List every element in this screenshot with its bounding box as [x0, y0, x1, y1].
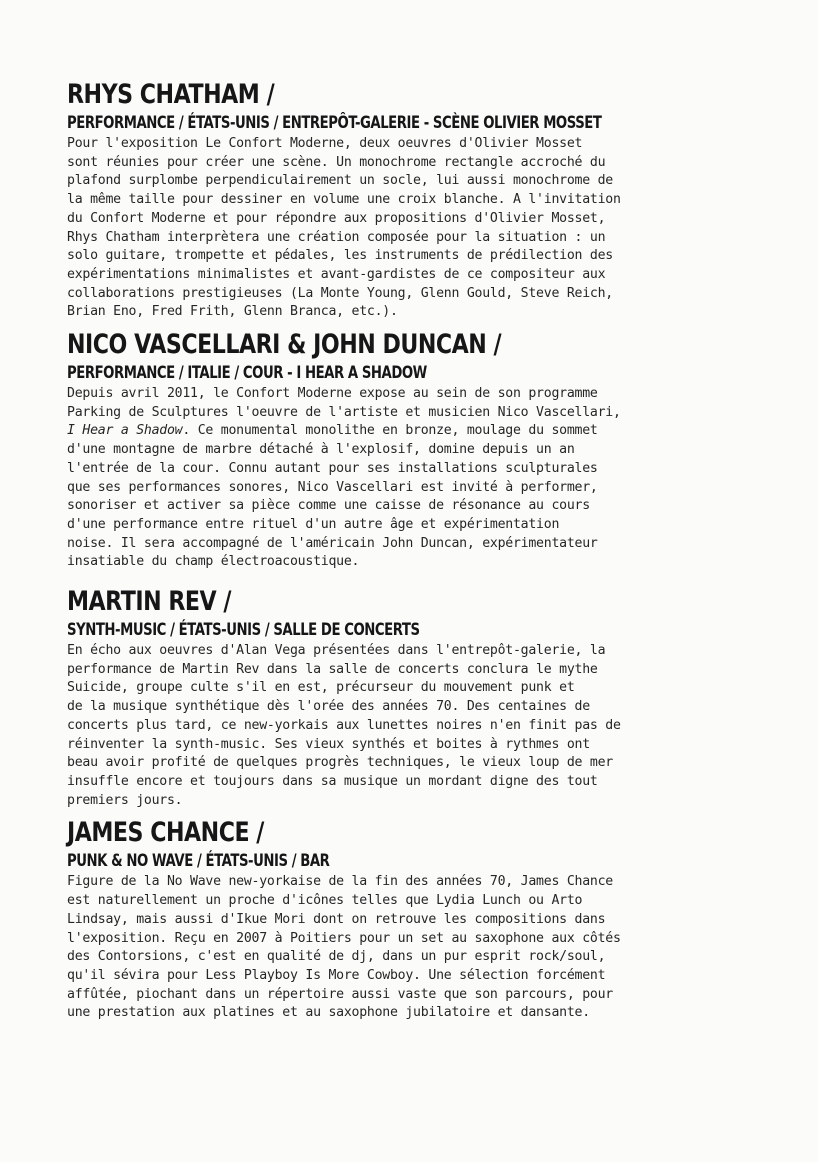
event-meta: PUNK & NO WAVE / ÉTATS-UNIS / BAR: [67, 851, 330, 872]
section-james-chance: [67, 816, 757, 1023]
text-line: Parking de Sculptures l'oeuvre de l'artiste et musicien Nico Vascellari,: [67, 404, 621, 420]
text-line: Depuis avril 2011, le Confort Moderne expose au sein de son programme: [67, 386, 598, 402]
artist-title: NICO VASCELLARI & JOHN DUNCAN /: [67, 329, 502, 361]
text-line: noise. Il sera accompagné de l'américain John Duncan, expérimentateur: [67, 535, 598, 551]
text-line: affûtée, piochant dans un répertoire aussi vaste que son parcours, pour: [67, 986, 613, 1002]
text-line: plafond surplombe perpendiculairement un socle, lui aussi monochrome de: [67, 173, 613, 189]
text-line: beau avoir profité de quelques progrès techniques, le vieux loup de mer: [67, 755, 613, 771]
text-line: est naturellement un proche d'icônes telles que Lydia Lunch ou Arto: [67, 893, 583, 909]
text-line: solo guitare, trompette et pédales, les instruments de prédilection des: [67, 248, 613, 264]
text-line: d'une montagne de marbre détaché à l'explosif, domine depuis un an: [67, 442, 575, 458]
artist-title: JAMES CHANCE /: [67, 817, 264, 849]
text-line: que ses performances sonores, Nico Vascellari est invité à performer,: [67, 479, 598, 495]
text-line: concerts plus tard, ce new-yorkais aux lunettes noires n'en finit pas de: [67, 717, 621, 733]
text-line: Lindsay, mais aussi d'Ikue Mori dont on retrouve les compositions dans: [67, 911, 606, 927]
text-line: une prestation aux platines et au saxophone jubilatoire et dansante.: [67, 1005, 590, 1021]
description: [67, 642, 757, 810]
artist-title: MARTIN REV /: [67, 586, 231, 618]
event-meta: PERFORMANCE / ITALIE / COUR - I HEAR A SHADOW: [67, 363, 427, 384]
text-line: insatiable du champ électroacoustique.: [67, 554, 360, 570]
text-line: performance de Martin Rev dans la salle de concerts conclura le mythe: [67, 661, 598, 677]
text-line: Figure de la No Wave new-yorkaise de la fin des années 70, James Chance: [67, 874, 613, 890]
program-page: [67, 78, 757, 1023]
text-line: premiers jours.: [67, 792, 183, 808]
text-line: Suicide, groupe culte s'il en est, précurseur du mouvement punk et: [67, 680, 575, 696]
text-line: des Contorsions, c'est en qualité de dj, dans un pur esprit rock/soul,: [67, 949, 606, 965]
text-line: réinventer la synth-music. Ses vieux synthés et boites à rythmes ont: [67, 736, 590, 752]
text-line: Rhys Chatham interprètera une création composée pour la situation : un: [67, 229, 606, 245]
description: [67, 135, 757, 322]
section-rhys-chatham: [67, 78, 757, 322]
description: [67, 873, 757, 1023]
text-line: du Confort Moderne et pour répondre aux propositions d'Olivier Mosset,: [67, 210, 606, 226]
text-line: En écho aux oeuvres d'Alan Vega présentées dans l'entrepôt-galerie, la: [67, 643, 606, 659]
text-line: d'une performance entre rituel d'un autre âge et expérimentation: [67, 516, 560, 532]
text-line: la même taille pour dessiner en volume une croix blanche. A l'invitation: [67, 192, 621, 208]
text-line: Pour l'exposition Le Confort Moderne, deux oeuvres d'Olivier Mosset: [67, 136, 583, 151]
text-line: qu'il sévira pour Less Playboy Is More Cowboy. Une sélection forcément: [67, 967, 606, 983]
text-line: collaborations prestigieuses (La Monte Young, Glenn Gould, Steve Reich,: [67, 285, 613, 301]
text-line: l'entrée de la cour. Connu autant pour ses installations sculpturales: [67, 460, 598, 476]
text-line: insuffle encore et toujours dans sa musique un mordant digne des tout: [67, 773, 598, 789]
text-line: l'exposition. Reçu en 2007 à Poitiers pour un set au saxophone aux côtés: [67, 930, 621, 946]
section-martin-rev: [67, 585, 757, 810]
event-meta: SYNTH-MUSIC / ÉTATS-UNIS / SALLE DE CONCERTS: [67, 620, 420, 641]
section-nico-vascellari-john-duncan: [67, 328, 757, 572]
text-line: I Hear a Shadow. Ce monumental monolithe en bronze, moulage du sommet: [67, 423, 598, 439]
text-line: de la musique synthétique dès l'orée des années 70. Des centaines de: [67, 699, 590, 715]
text-line: expérimentations minimalistes et avant-gardistes de ce compositeur aux: [67, 266, 606, 282]
event-meta: PERFORMANCE / ÉTATS-UNIS / ENTREPÔT-GALERIE - SCÈNE OLIVIER MOSSET: [67, 113, 602, 133]
text-line: sont réunies pour créer une scène. Un monochrome rectangle accroché du: [67, 154, 606, 170]
description: [67, 385, 757, 572]
text-line: Brian Eno, Fred Frith, Glenn Branca, etc.).: [67, 304, 398, 320]
text-line: sonoriser et activer sa pièce comme une caisse de résonance au cours: [67, 498, 590, 514]
artist-title: RHYS CHATHAM /: [67, 79, 275, 110]
